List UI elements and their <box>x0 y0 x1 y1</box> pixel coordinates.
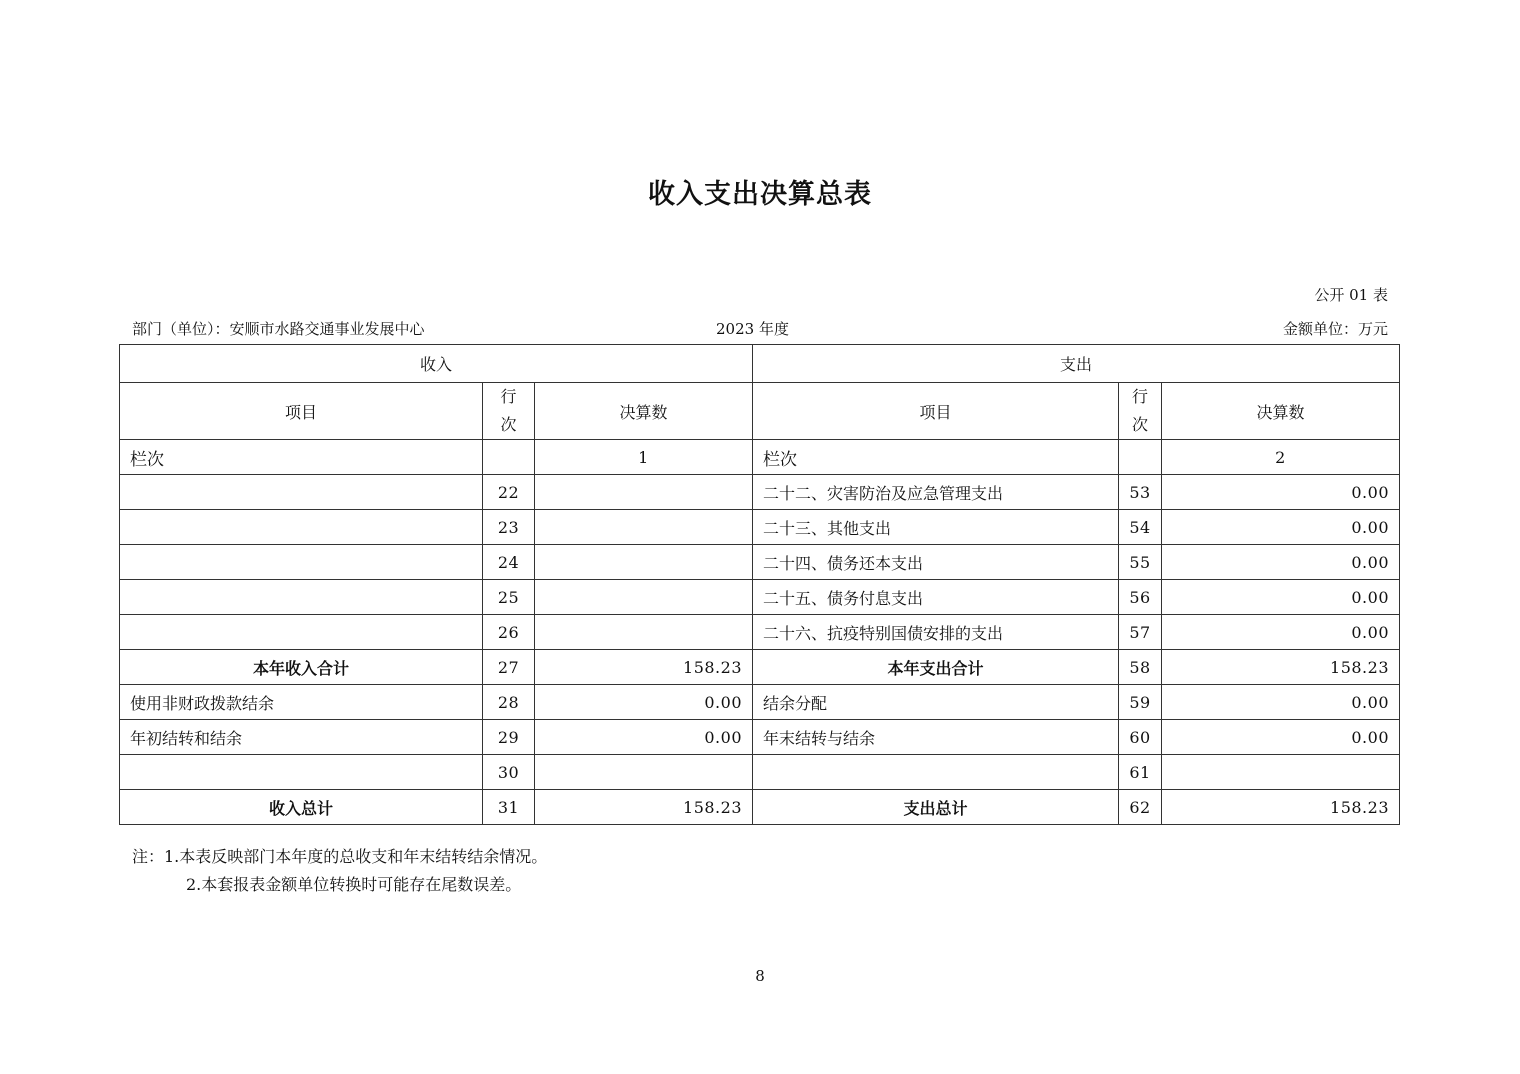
income-item: 使用非财政拨款结余 <box>120 685 483 720</box>
line-no-char-1: 行 <box>1131 387 1148 406</box>
income-amount <box>535 510 753 545</box>
expense-total-label: 支出总计 <box>753 790 1119 825</box>
expense-amount-header: 决算数 <box>1162 383 1400 440</box>
income-item <box>120 615 483 650</box>
expense-line-no: 59 <box>1119 685 1162 720</box>
income-item <box>120 475 483 510</box>
income-line-no-header <box>483 383 535 440</box>
expense-line-no: 58 <box>1119 650 1162 685</box>
income-item <box>120 510 483 545</box>
expense-item: 年末结转与结余 <box>753 720 1119 755</box>
income-amount-header: 决算数 <box>535 383 753 440</box>
fiscal-year: 2023 年度 <box>716 320 789 338</box>
income-amount <box>535 580 753 615</box>
income-amount <box>535 475 753 510</box>
income-line-no: 24 <box>483 545 535 580</box>
income-amount <box>535 545 753 580</box>
table-row-subtotal <box>120 650 1400 685</box>
line-no-char-2: 次 <box>1131 415 1148 434</box>
expense-amount: 158.23 <box>1162 650 1400 685</box>
expense-column-label: 栏次 <box>753 440 1119 475</box>
income-line-no: 29 <box>483 720 535 755</box>
header-row-sections <box>120 345 1400 383</box>
expense-line-no: 53 <box>1119 475 1162 510</box>
table-notes <box>132 843 547 899</box>
income-expense-table <box>119 344 1400 825</box>
expense-section-header: 支出 <box>753 345 1400 383</box>
table-row <box>120 510 1400 545</box>
expense-line-no: 62 <box>1119 790 1162 825</box>
expense-line-no: 54 <box>1119 510 1162 545</box>
expense-item: 二十三、其他支出 <box>753 510 1119 545</box>
expense-line-no: 61 <box>1119 755 1162 790</box>
income-item-header: 项目 <box>120 383 483 440</box>
expense-amount: 0.00 <box>1162 510 1400 545</box>
expense-item: 结余分配 <box>753 685 1119 720</box>
table-row <box>120 580 1400 615</box>
expense-item: 二十四、债务还本支出 <box>753 545 1119 580</box>
income-line-no: 30 <box>483 755 535 790</box>
income-amount: 0.00 <box>535 685 753 720</box>
income-line-no: 23 <box>483 510 535 545</box>
expense-amount <box>1162 755 1400 790</box>
expense-amount: 0.00 <box>1162 720 1400 755</box>
table-row <box>120 475 1400 510</box>
income-total-label: 收入总计 <box>120 790 483 825</box>
expense-line-no: 56 <box>1119 580 1162 615</box>
income-item <box>120 755 483 790</box>
expense-amount: 158.23 <box>1162 790 1400 825</box>
table-row <box>120 615 1400 650</box>
line-no-char-1: 行 <box>500 387 517 406</box>
expense-line-no: 57 <box>1119 615 1162 650</box>
expense-column-no <box>1119 440 1162 475</box>
income-line-no: 22 <box>483 475 535 510</box>
income-item <box>120 545 483 580</box>
expense-item-header: 项目 <box>753 383 1119 440</box>
column-index-row <box>120 440 1400 475</box>
department-label: 部门（单位）：安顺市水路交通事业发展中心 <box>132 320 425 338</box>
expense-item: 二十五、债务付息支出 <box>753 580 1119 615</box>
income-section-header: 收入 <box>120 345 753 383</box>
note-2: 2.本套报表金额单位转换时可能存在尾数误差。 <box>186 875 522 894</box>
expense-subtotal-label: 本年支出合计 <box>753 650 1119 685</box>
income-amount: 0.00 <box>535 720 753 755</box>
income-column-no <box>483 440 535 475</box>
income-line-no: 26 <box>483 615 535 650</box>
expense-amount: 0.00 <box>1162 545 1400 580</box>
expense-line-no: 60 <box>1119 720 1162 755</box>
table-row <box>120 755 1400 790</box>
income-amount <box>535 615 753 650</box>
table-row <box>120 685 1400 720</box>
expense-amount: 0.00 <box>1162 475 1400 510</box>
page-title: 收入支出决算总表 <box>648 179 872 210</box>
expense-amount: 0.00 <box>1162 615 1400 650</box>
form-code: 公开 01 表 <box>1314 286 1388 304</box>
amount-unit: 金额单位：万元 <box>1282 320 1388 338</box>
income-amount: 158.23 <box>535 790 753 825</box>
table-row <box>120 720 1400 755</box>
income-line-no: 31 <box>483 790 535 825</box>
note-1: 注：1.本表反映部门本年度的总收支和年末结转结余情况。 <box>132 847 548 866</box>
income-item: 年初结转和结余 <box>120 720 483 755</box>
income-column-index: 1 <box>535 440 753 475</box>
expense-amount: 0.00 <box>1162 685 1400 720</box>
page-number: 8 <box>755 967 765 985</box>
expense-line-no-header <box>1119 383 1162 440</box>
table-row <box>120 545 1400 580</box>
income-line-no: 28 <box>483 685 535 720</box>
expense-item: 二十二、灾害防治及应急管理支出 <box>753 475 1119 510</box>
income-column-label: 栏次 <box>120 440 483 475</box>
income-item <box>120 580 483 615</box>
expense-item: 二十六、抗疫特别国债安排的支出 <box>753 615 1119 650</box>
income-amount <box>535 755 753 790</box>
header-row-columns <box>120 383 1400 440</box>
income-line-no: 25 <box>483 580 535 615</box>
table-row-total <box>120 790 1400 825</box>
income-amount: 158.23 <box>535 650 753 685</box>
income-line-no: 27 <box>483 650 535 685</box>
income-subtotal-label: 本年收入合计 <box>120 650 483 685</box>
expense-amount: 0.00 <box>1162 580 1400 615</box>
meta-row <box>132 318 1388 340</box>
expense-item <box>753 755 1119 790</box>
line-no-char-2: 次 <box>500 415 517 434</box>
expense-column-index: 2 <box>1162 440 1400 475</box>
expense-line-no: 55 <box>1119 545 1162 580</box>
